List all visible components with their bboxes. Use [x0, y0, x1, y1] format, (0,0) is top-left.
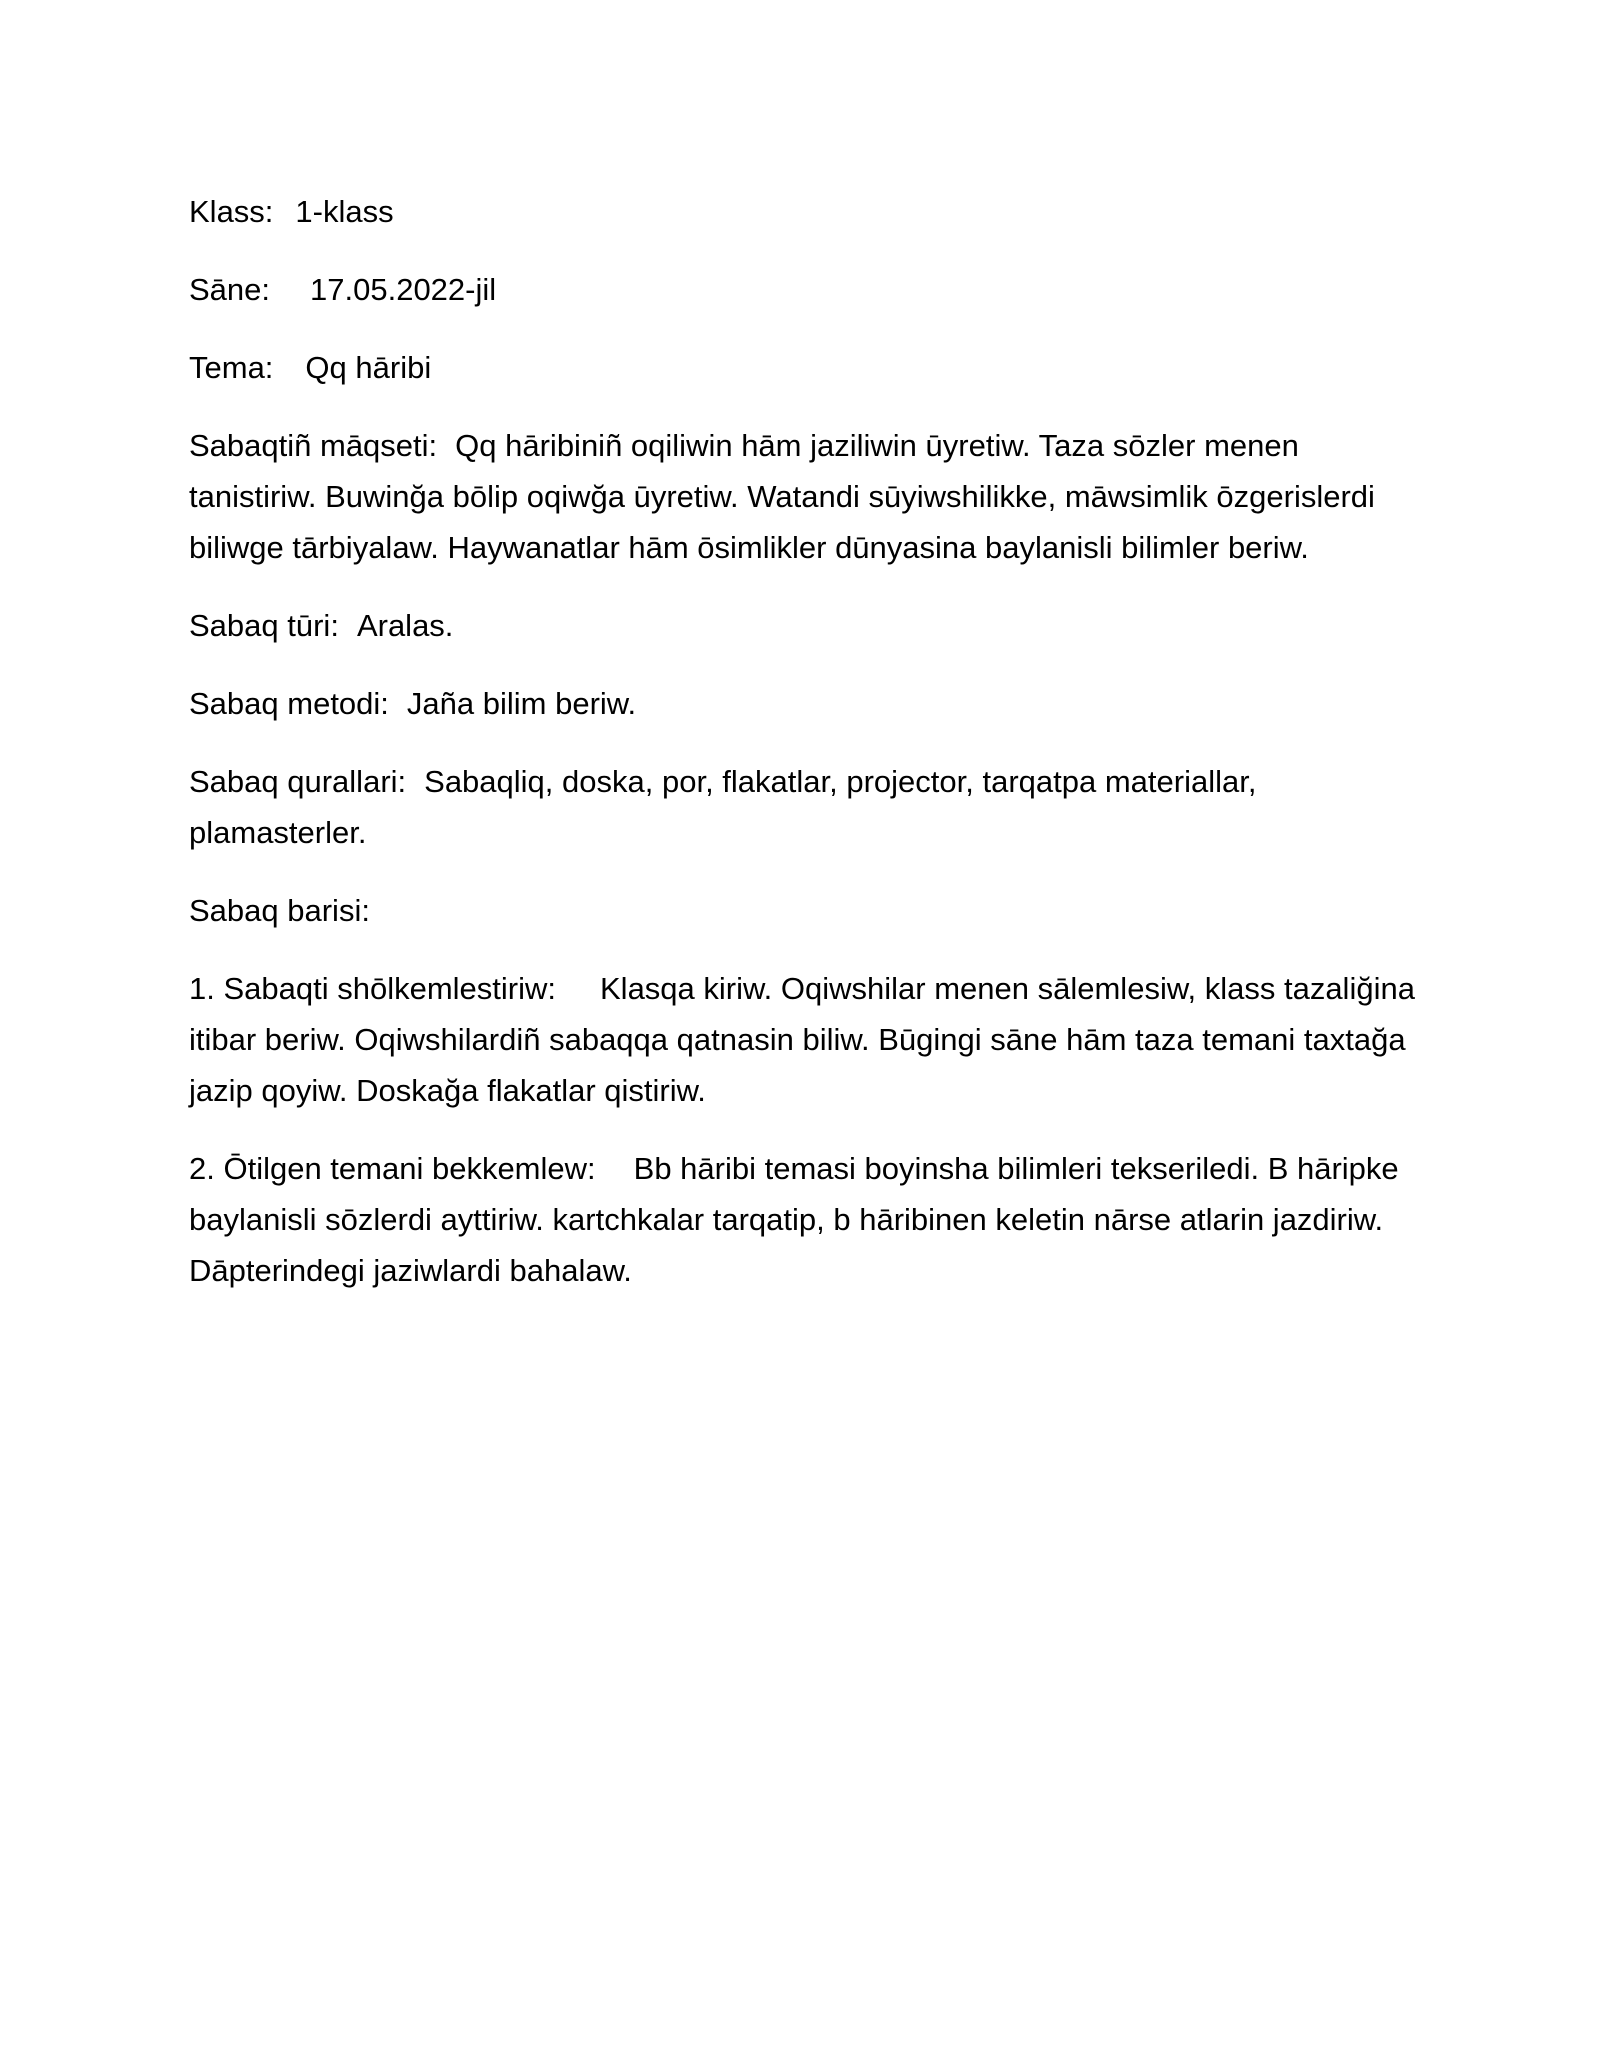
step-2-label: 2. Ōtilgen temani bekkemlew: [189, 1151, 596, 1186]
topic-label: Tema: [189, 350, 274, 385]
type-value: Aralas. [356, 608, 454, 643]
class-value: 1-klass [295, 194, 394, 229]
method-line [189, 678, 1419, 729]
topic-value: Qq hāribi [305, 350, 432, 385]
class-line [189, 186, 1419, 237]
method-value: Jaña bilim beriw. [406, 686, 637, 721]
class-label: Klass: [189, 194, 274, 229]
step-2-text: Bb hāribi temasi boyinsha bilimleri tekseriledi. B hāripke baylanisli sōzlerdi ayttiriw. kartchkalar tarqatip, b hāribinen keletin nārse atlarin jazdiriw. Dāpterindegi jaziwlardi bahalaw. [189, 1151, 1408, 1288]
step-1-label: 1. Sabaqti shōlkemlestiriw: [189, 971, 556, 1006]
date-value: 17.05.2022-jil [310, 272, 497, 307]
tools-label: Sabaq qurallari: [189, 764, 407, 799]
method-label: Sabaq metodi: [189, 686, 389, 721]
document-page [189, 186, 1424, 1323]
topic-line [189, 342, 1419, 393]
type-label: Sabaq tūri: [189, 608, 339, 643]
process-label: Sabaq barisi: [189, 893, 370, 928]
step-2-paragraph [189, 1143, 1419, 1296]
date-line [189, 264, 1419, 315]
process-heading [189, 885, 1419, 936]
step-1-text: Klasqa kiriw. Oqiwshilar menen sālemlesiw, klass tazaliğina itibar beriw. Oqiwshilardiñ sabaqqa qatnasin biliw. Būgingi sāne hām taza temani taxtağa jazip qoyiw. Doskağa flakatlar qistiriw. [189, 971, 1424, 1108]
date-label: Sāne: [189, 272, 271, 307]
tools-paragraph [189, 756, 1419, 858]
step-1-paragraph [189, 963, 1424, 1116]
type-line [189, 600, 1419, 651]
tools-value: Sabaqliq, doska, por, flakatlar, projector, tarqatpa materiallar, plamasterler. [189, 764, 1266, 850]
goal-paragraph [189, 420, 1419, 573]
goal-text: Qq hāribiniñ oqiliwin hām jaziliwin ūyretiw. Taza sōzler menen tanistiriw. Buwinğa bōlip oqiwğa ūyretiw. Watandi sūyiwshilikke, māwsimlik ōzgerislerdi biliwge tārbiyalaw. Haywanatlar hām ōsimlikler dūnyasina baylanisli bilimler beriw. [189, 428, 1384, 565]
goal-label: Sabaqtiñ māqseti: [189, 428, 438, 463]
